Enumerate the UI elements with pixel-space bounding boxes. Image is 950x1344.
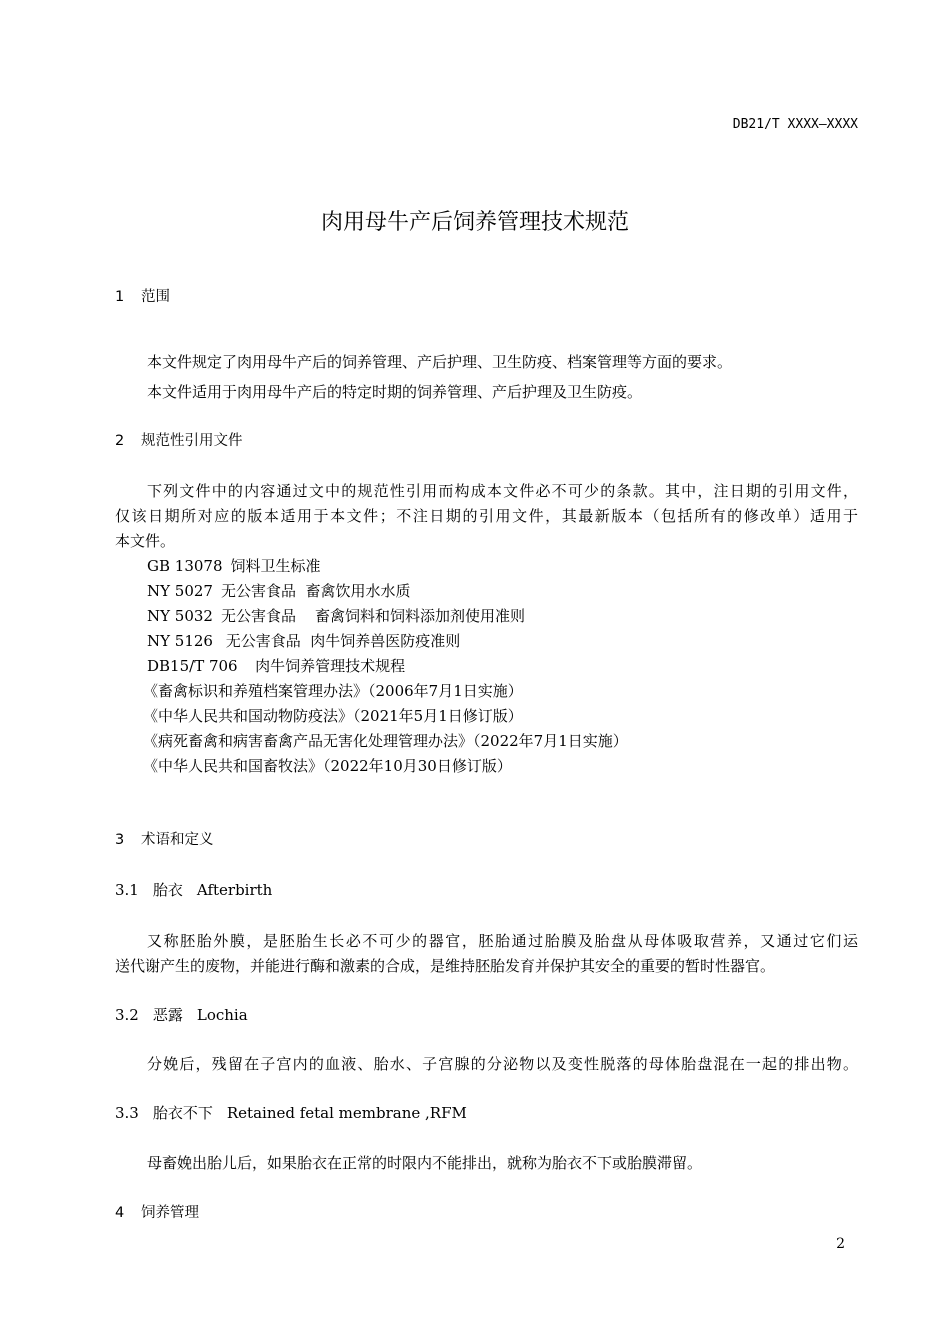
reference-title: 无公害食品 畜禽饲料和饲料添加剂使用准则 <box>220 607 526 625</box>
section-number: 2 <box>115 433 125 449</box>
term-number: 3.1 <box>115 881 139 899</box>
term-heading <box>115 1005 248 1025</box>
reference-item <box>143 731 628 751</box>
term-heading <box>115 880 272 900</box>
reference-code: DB15/T 706 <box>147 657 238 675</box>
reference-title: 无公害食品 畜禽饮用水水质 <box>220 582 411 600</box>
section-number: 4 <box>115 1205 125 1221</box>
reference-code: NY 5126 <box>147 632 213 650</box>
paragraph: 本文件规定了肉用母牛产后的饲养管理、产后护理、卫生防疫、档案管理等方面的要求。 <box>147 353 733 371</box>
reference-code: NY 5032 <box>147 607 213 625</box>
term-zh: 恶露 <box>152 1006 183 1024</box>
paragraph-line: 仅该日期所对应的版本适用于本文件；不注日期的引用文件，其最新版本（包括所有的修改单）适用于 <box>115 507 858 525</box>
paragraph: 本文件适用于肉用母牛产后的特定时期的饲养管理、产后护理及卫生防疫。 <box>147 383 643 401</box>
reference-item <box>143 706 523 726</box>
reference-item <box>147 556 321 576</box>
reference-item <box>147 606 525 626</box>
section-title: 术语和定义 <box>141 832 214 848</box>
paragraph-line: 母畜娩出胎儿后，如果胎衣在正常的时限内不能排出，就称为胎衣不下或胎膜滞留。 <box>147 1154 703 1172</box>
page-title: 肉用母牛产后饲养管理技术规范 <box>320 210 629 235</box>
section-number: 1 <box>115 289 125 305</box>
term-heading <box>115 1103 467 1123</box>
section-number: 3 <box>115 832 125 848</box>
paragraph-line: 送代谢产生的废物，并能进行酶和激素的合成，是维持胚胎发育并保护其安全的重要的暂时性器官。 <box>115 957 776 975</box>
reference-title: 饲料卫生标准 <box>230 557 321 575</box>
reference-title: 《中华人民共和国动物防疫法》（2021年5月1日修订版） <box>143 707 523 725</box>
reference-item <box>147 631 460 651</box>
term-en: Retained fetal membrane ,RFM <box>226 1104 467 1122</box>
reference-item <box>147 581 411 601</box>
section-title: 规范性引用文件 <box>141 433 243 449</box>
reference-title: 无公害食品 肉牛饲养兽医防疫准则 <box>220 632 461 650</box>
term-en: Lochia <box>196 1006 248 1024</box>
reference-code: NY 5027 <box>147 582 213 600</box>
reference-title: 《病死畜禽和病害畜禽产品无害化处理管理办法》（2022年7月1日实施） <box>143 732 628 750</box>
paragraph-line: 分娩后，残留在子宫内的血液、胎水、子宫腺的分泌物以及变性脱落的母体胎盘混在一起的排出物。 <box>147 1055 858 1073</box>
document-number: DB21/T XXXX—XXXX <box>732 117 858 132</box>
section-heading-1 <box>115 287 170 307</box>
reference-item <box>143 756 512 776</box>
page-number: 2 <box>836 1236 845 1252</box>
reference-item <box>147 656 405 676</box>
section-heading-4 <box>115 1203 199 1223</box>
section-title: 饲养管理 <box>141 1205 199 1221</box>
reference-code: GB 13078 <box>147 557 223 575</box>
term-number: 3.2 <box>115 1006 139 1024</box>
paragraph-line: 本文件。 <box>115 532 176 550</box>
reference-item <box>143 681 523 701</box>
reference-title: 《中华人民共和国畜牧法》（2022年10月30日修订版） <box>143 757 512 775</box>
paragraph-line: 下列文件中的内容通过文中的规范性引用而构成本文件必不可少的条款。其中，注日期的引用文件， <box>147 482 858 500</box>
reference-title: 肉牛饲养管理技术规程 <box>245 657 406 675</box>
term-zh: 胎衣不下 <box>152 1104 213 1122</box>
reference-title: 《畜禽标识和养殖档案管理办法》（2006年7月1日实施） <box>143 682 523 700</box>
section-title: 范围 <box>141 289 170 305</box>
section-heading-2 <box>115 431 243 451</box>
section-heading-3 <box>115 830 214 850</box>
term-zh: 胎衣 <box>152 881 183 899</box>
paragraph-line: 又称胚胎外膜，是胚胎生长必不可少的器官，胚胎通过胎膜及胎盘从母体吸取营养，又通过它们运 <box>147 932 858 950</box>
term-number: 3.3 <box>115 1104 139 1122</box>
term-en: Afterbirth <box>196 881 273 899</box>
